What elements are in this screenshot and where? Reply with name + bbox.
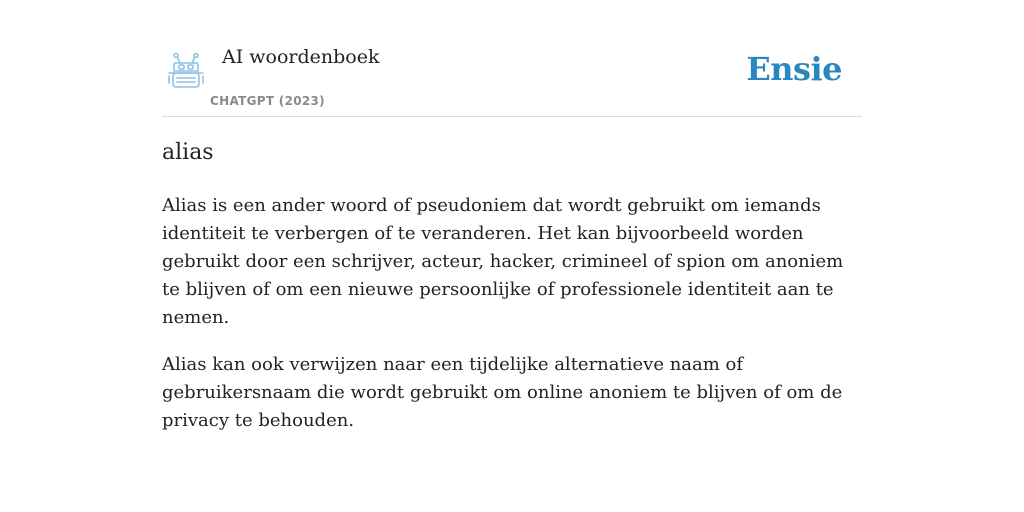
source-label: CHATGPT (2023)	[210, 94, 325, 108]
definition-paragraph: Alias is een ander woord of pseudoniem dat wordt gebruikt om iemands identiteit te verbergen of te veranderen. Het kan bijvoorbeeld worden gebruikt door een schrijver, acteur, hacker, crimineel of spion om anoniem te blijven of om een nieuwe persoonlijke of professionele identiteit aan te nemen.	[162, 195, 844, 328]
definition-paragraph: Alias kan ook verwijzen naar een tijdelijke alternatieve naam of gebruikersnaam die wordt gebruikt om online anoniem te blijven of om de privacy te behouden.	[162, 354, 843, 431]
entry-term: alias	[162, 140, 214, 165]
dictionary-header	[162, 40, 862, 117]
brand-logo-link[interactable]: Ensie	[746, 50, 842, 88]
entry-definition	[162, 192, 862, 454]
robot-icon	[166, 52, 206, 90]
dictionary-title: AI woordenboek	[222, 46, 380, 68]
